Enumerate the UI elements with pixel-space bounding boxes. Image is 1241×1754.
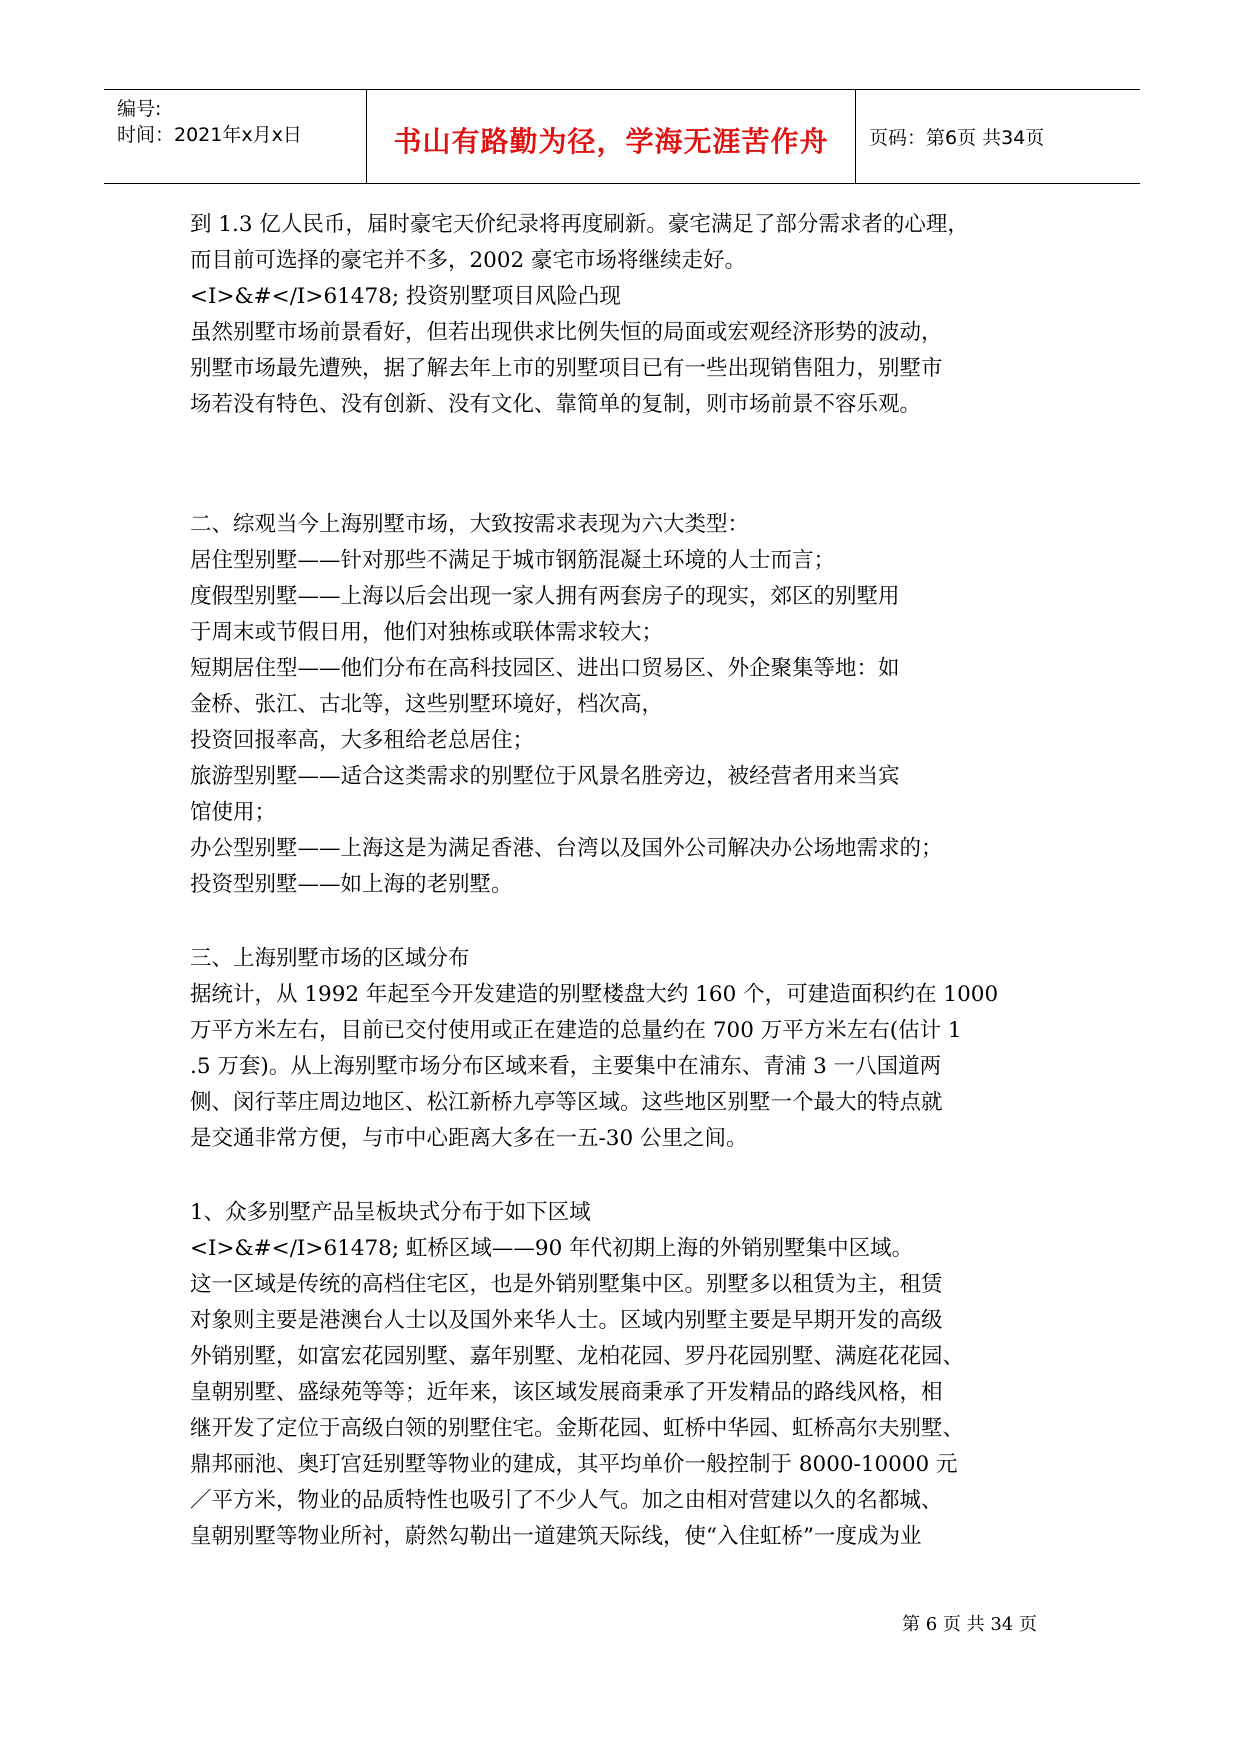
text-line: 万平方米左右，目前已交付使用或正在建造的总量约在 700 万平方米左右(估计 1	[190, 1018, 962, 1043]
text-line: 这一区域是传统的高档住宅区，也是外销别墅集中区。别墅多以租赁为主，租赁	[190, 1272, 943, 1297]
document-number-label: 编号:	[117, 98, 162, 120]
text-line: ／平方米，物业的品质特性也吸引了不少人气。加之由相对营建以久的名都城、	[190, 1488, 943, 1513]
text-line: 是交通非常方便，与市中心距离大多在一五-30 公里之间。	[190, 1126, 748, 1151]
text-line: 虽然别墅市场前景看好，但若出现供求比例失恒的局面或宏观经济形势的波动，	[190, 320, 943, 345]
text-line: 鼎邦丽池、奥玎宫廷别墅等物业的建成，其平均单价一般控制于 8000-10000 元	[190, 1452, 958, 1477]
section-heading: 二、综观当今上海别墅市场，大致按需求表现为六大类型：	[190, 512, 750, 537]
text-line: 据统计，从 1992 年起至今开发建造的别墅楼盘大约 160 个，可建造面积约在 1000	[190, 982, 999, 1007]
text-line: 馆使用；	[190, 800, 277, 825]
text-line: 侧、闵行莘庄周边地区、松江新桥九亭等区域。这些地区别墅一个最大的特点就	[190, 1090, 943, 1115]
text-line: 而目前可选择的豪宅并不多，2002 豪宅市场将继续走好。	[190, 248, 747, 273]
subsection-heading: 1、众多别墅产品呈板块式分布于如下区域	[190, 1200, 591, 1225]
text-line: 投资型别墅——如上海的老别墅。	[190, 872, 513, 897]
text-line: 金桥、张江、古北等，这些别墅环境好，档次高，	[190, 692, 664, 717]
text-line: 别墅市场最先遭殃，据了解去年上市的别墅项目已有一些出现销售阻力，别墅市	[190, 356, 943, 381]
text-line: <I>&#</I>61478; 投资别墅项目风险凸现	[190, 284, 621, 309]
header-page-code: 页码：第6页 共34页	[869, 127, 1045, 149]
text-line: 场若没有特色、没有创新、没有文化、靠简单的复制，则市场前景不容乐观。	[190, 392, 922, 417]
document-time-label: 时间：2021年x月x日	[117, 124, 302, 146]
header-info-cell	[104, 90, 367, 183]
text-line: 短期居住型——他们分布在高科技园区、进出口贸易区、外企聚集等地：如	[190, 656, 900, 681]
text-line: 度假型别墅——上海以后会出现一家人拥有两套房子的现实，郊区的别墅用	[190, 584, 900, 609]
text-line: 办公型别墅——上海这是为满足香港、台湾以及国外公司解决办公场地需求的；	[190, 836, 943, 861]
text-line: 于周末或节假日用，他们对独栋或联体需求较大；	[190, 620, 664, 645]
text-line: 到 1.3 亿人民币，届时豪宅天价纪录将再度刷新。豪宅满足了部分需求者的心理，	[190, 212, 969, 237]
text-line: 投资回报率高，大多租给老总居住；	[190, 728, 535, 753]
text-line: 外销别墅，如富宏花园别墅、嘉年别墅、龙柏花园、罗丹花园别墅、满庭花花园、	[190, 1344, 965, 1369]
text-line: 对象则主要是港澳台人士以及国外来华人士。区域内别墅主要是早期开发的高级	[190, 1308, 943, 1333]
text-line: 皇朝别墅等物业所衬，蔚然勾勒出一道建筑天际线，使“入住虹桥”一度成为业	[190, 1524, 922, 1549]
text-line: 居住型别墅——针对那些不满足于城市钢筋混凝土环境的人士而言；	[190, 548, 836, 573]
text-line: .5 万套)。从上海别墅市场分布区域来看，主要集中在浦东、青浦 3 一八国道两	[190, 1054, 942, 1079]
text-line: 皇朝别墅、盛绿苑等等；近年来，该区域发展商秉承了开发精品的路线风格，相	[190, 1380, 943, 1405]
header-motto-cell	[367, 90, 856, 183]
page-header	[104, 89, 1140, 184]
header-motto: 书山有路勤为径，学海无涯苦作舟	[393, 125, 829, 158]
header-page-cell	[856, 90, 1140, 183]
text-line: 旅游型别墅——适合这类需求的别墅位于风景名胜旁边，被经营者用来当宾	[190, 764, 900, 789]
section-heading: 三、上海别墅市场的区域分布	[190, 946, 470, 971]
page-footer-number: 第 6 页 共 34 页	[902, 1614, 1037, 1635]
text-line: 继开发了定位于高级白领的别墅住宅。金斯花园、虹桥中华园、虹桥高尔夫别墅、	[190, 1416, 965, 1441]
text-line: <I>&#</I>61478; 虹桥区域——90 年代初期上海的外销别墅集中区域。	[190, 1236, 914, 1261]
